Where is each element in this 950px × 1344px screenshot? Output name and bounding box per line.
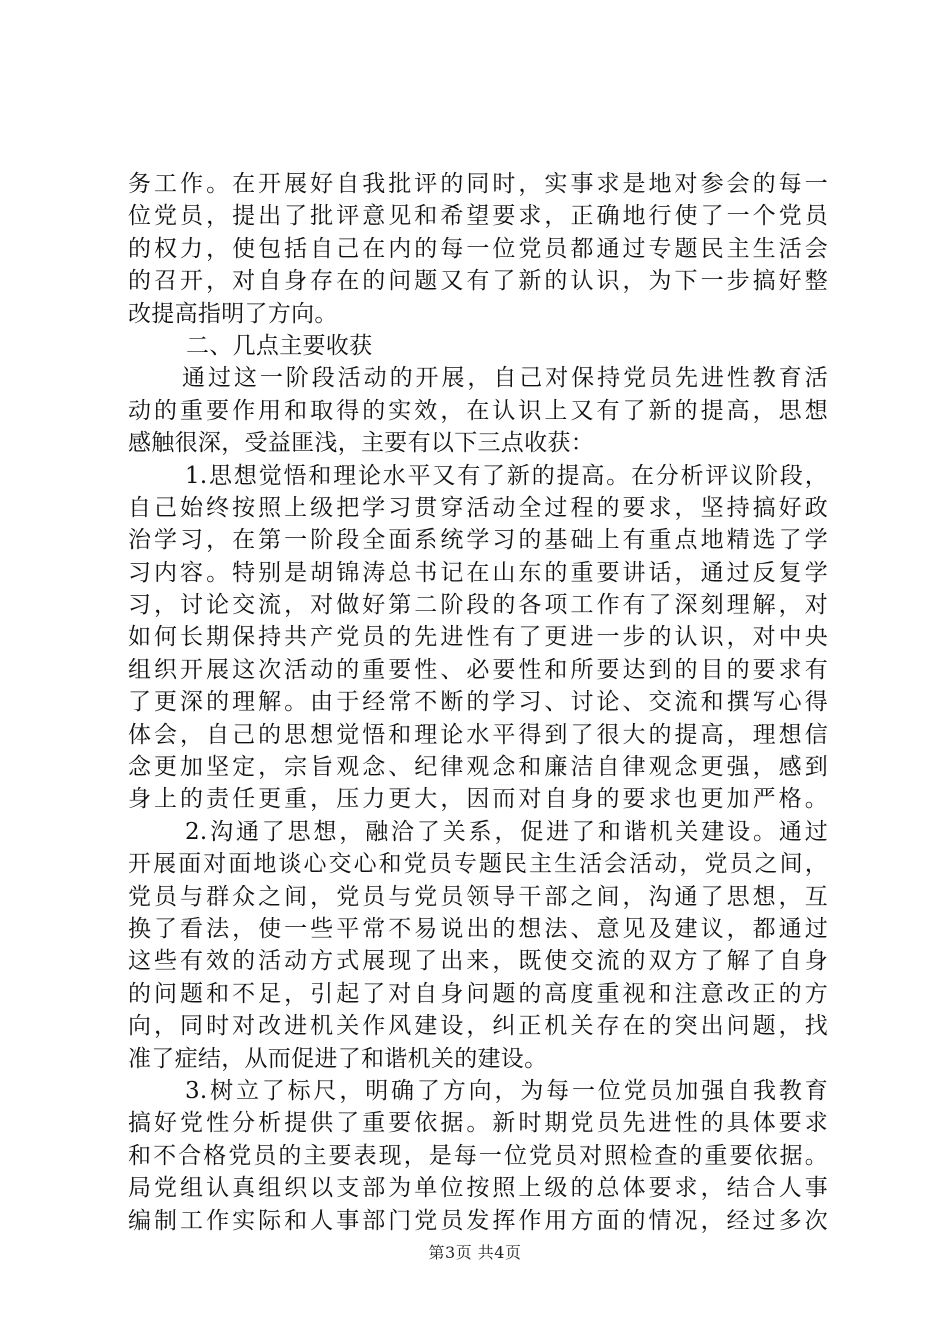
text-line: 改提高指明了方向。 — [128, 300, 338, 327]
text-line: 自己始终按照上级把学习贯穿活动全过程的要求，坚持搞好政 — [128, 494, 828, 521]
text-line: 和不合格党员的主要表现，是每一位党员对照检查的重要依据。 — [128, 1142, 828, 1169]
text-line: 的权力，使包括自己在内的每一位党员都通过专题民主生活会 — [128, 235, 828, 262]
text-line: 体会，自己的思想觉悟和理论水平得到了很大的提高，理想信 — [128, 721, 828, 748]
text-line: 组织开展这次活动的重要性、必要性和所要达到的目的要求有 — [128, 656, 828, 683]
text-line: 换了看法，使一些平常不易说出的想法、意见及建议，都通过 — [128, 915, 828, 942]
text-line: 的召开，对自身存在的问题又有了新的认识，为下一步搞好整 — [128, 268, 828, 295]
text-line: 习，讨论交流，对做好第二阶段的各项工作有了深刻理解，对 — [128, 592, 828, 619]
text-line: 编制工作实际和人事部门党员发挥作用方面的情况，经过多次 — [128, 1207, 828, 1234]
text-line: 位党员，提出了批评意见和希望要求，正确地行使了一个党员 — [128, 203, 828, 230]
text-line: 念更加坚定，宗旨观念、纪律观念和廉洁自律观念更强，感到 — [128, 754, 828, 781]
text-line: 这些有效的活动方式展现了出来，既使交流的双方了解了自身 — [128, 948, 828, 975]
text-line: 了更深的理解。由于经常不断的学习、讨论、交流和撰写心得 — [128, 689, 828, 716]
text-line: 如何长期保持共产党员的先进性有了更进一步的认识，对中央 — [128, 624, 828, 651]
text-line: 3.树立了标尺，明确了方向，为每一位党员加强自我教育 — [185, 1077, 828, 1104]
text-line: 务工作。在开展好自我批评的同时，实事求是地对参会的每一 — [128, 171, 828, 197]
text-line: 开展面对面地谈心交心和党员专题民主生活会活动，党员之间， — [128, 851, 828, 878]
text-line: 1.思想觉悟和理论水平又有了新的提高。在分析评议阶段， — [185, 462, 828, 489]
text-line: 治学习，在第一阶段全面系统学习的基础上有重点地精选了学 — [128, 527, 828, 554]
text-line: 习内容。特别是胡锦涛总书记在山东的重要讲话，通过反复学 — [128, 559, 828, 586]
text-line: 通过这一阶段活动的开展，自己对保持党员先进性教育活 — [182, 365, 828, 392]
text-line: 向，同时对改进机关作风建设，纠正机关存在的突出问题，找 — [128, 1013, 828, 1040]
text-line: 动的重要作用和取得的实效，在认识上又有了新的提高，思想 — [128, 397, 828, 424]
page-number-footer: 第3页 共4页 — [428, 1243, 522, 1262]
text-line: 搞好党性分析提供了重要依据。新时期党员先进性的具体要求 — [128, 1110, 828, 1137]
text-line: 身上的责任更重，压力更大，因而对自身的要求也更加严格。 — [128, 786, 828, 813]
text-line: 的问题和不足，引起了对自身问题的高度重视和注意改正的方 — [128, 980, 828, 1007]
text-line: 党员与群众之间，党员与党员领导干部之间，沟通了思想，互 — [128, 883, 828, 910]
text-line: 2.沟通了思想，融洽了关系，促进了和谐机关建设。通过 — [185, 818, 828, 845]
section-heading: 二、几点主要收获 — [186, 332, 373, 359]
text-line: 准了症结，从而促进了和谐机关的建设。 — [128, 1045, 548, 1072]
text-line: 局党组认真组织以支部为单位按照上级的总体要求，结合人事 — [128, 1175, 828, 1202]
text-line: 感触很深，受益匪浅，主要有以下三点收获： — [128, 430, 594, 457]
document-body — [128, 168, 828, 1237]
